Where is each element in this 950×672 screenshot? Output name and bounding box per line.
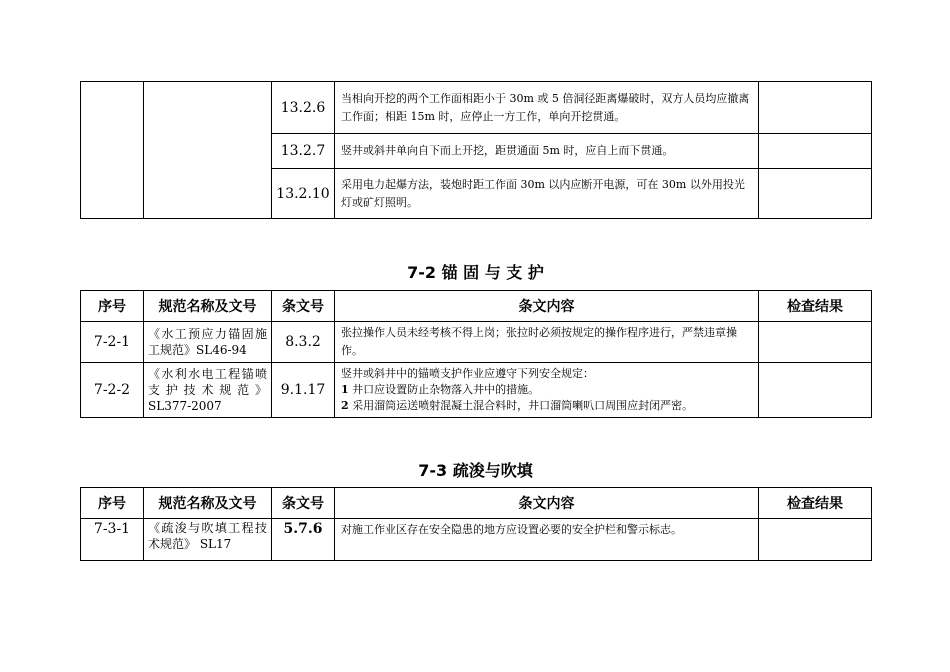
clause-number: 5.7.6	[272, 519, 335, 561]
table-row	[81, 363, 872, 418]
clause-number: 13.2.6	[272, 82, 335, 134]
result-cell	[759, 82, 872, 134]
header-content: 条文内容	[335, 488, 759, 519]
continuation-table	[80, 81, 872, 219]
clause-content: 张拉操作人员未经考核不得上岗；张拉时必须按规定的操作程序进行，严禁违章操作。	[335, 322, 759, 363]
clause-number: 13.2.10	[272, 169, 335, 219]
seq-cell: 7-3-1	[81, 519, 144, 561]
standard-name: 《疏浚与吹填工程技术规范》 SL17	[144, 519, 272, 561]
header-code: 条文号	[272, 488, 335, 519]
name-cell	[144, 82, 272, 219]
clause-intro: 竖井或斜井中的锚喷支护作业应遵守下列安全规定：	[341, 367, 594, 380]
clause-content: 竖井或斜井单向自下而上开挖，距贯通面 5m 时，应自上而下贯通。	[335, 134, 759, 169]
header-result: 检查结果	[759, 291, 872, 322]
table-row	[81, 519, 872, 561]
result-cell	[759, 322, 872, 363]
section-title-7-2: 7-2 锚 固 与 支 护	[407, 263, 544, 282]
header-code: 条文号	[272, 291, 335, 322]
item-text: 采用溜筒运送喷射混凝土混合料时，井口溜筒喇叭口周围应封闭严密。	[352, 399, 694, 412]
header-result: 检查结果	[759, 488, 872, 519]
seq-cell: 7-2-1	[81, 322, 144, 363]
item-number: 2	[341, 399, 349, 412]
table-row	[81, 82, 872, 134]
clause-content	[335, 363, 759, 418]
result-cell	[759, 134, 872, 169]
header-row	[81, 488, 872, 519]
header-seq: 序号	[81, 291, 144, 322]
header-seq: 序号	[81, 488, 144, 519]
item-text: 井口应设置防止杂物落入井中的措施。	[352, 383, 540, 396]
result-cell	[759, 519, 872, 561]
dredging-table	[80, 487, 872, 561]
seq-cell	[81, 82, 144, 219]
anchoring-table	[80, 290, 872, 418]
table-row	[81, 322, 872, 363]
clause-content: 当相向开挖的两个工作面相距小于 30m 或 5 倍洞径距离爆破时，双方人员均应撤离工作面；相距 15m 时，应停止一方工作，单向开挖贯通。	[335, 82, 759, 134]
standard-name: 《水工预应力锚固施工规范》SL46-94	[144, 322, 272, 363]
item-number: 1	[341, 383, 349, 396]
clause-content: 对施工作业区存在安全隐患的地方应设置必要的安全护栏和警示标志。	[335, 519, 759, 561]
header-name: 规范名称及文号	[144, 291, 272, 322]
clause-item	[341, 398, 752, 414]
clause-number: 13.2.7	[272, 134, 335, 169]
header-name: 规范名称及文号	[144, 488, 272, 519]
clause-number: 9.1.17	[272, 363, 335, 418]
section-title-7-3: 7-3 疏浚与吹填	[418, 461, 533, 480]
header-row	[81, 291, 872, 322]
result-cell	[759, 363, 872, 418]
header-content: 条文内容	[335, 291, 759, 322]
clause-number: 8.3.2	[272, 322, 335, 363]
seq-cell: 7-2-2	[81, 363, 144, 418]
result-cell	[759, 169, 872, 219]
clause-content: 采用电力起爆方法，装炮时距工作面 30m 以内应断开电源，可在 30m 以外用投光灯或矿灯照明。	[335, 169, 759, 219]
standard-name: 《水利水电工程锚喷支护技术规范》SL377-2007	[144, 363, 272, 418]
clause-item	[341, 382, 752, 398]
